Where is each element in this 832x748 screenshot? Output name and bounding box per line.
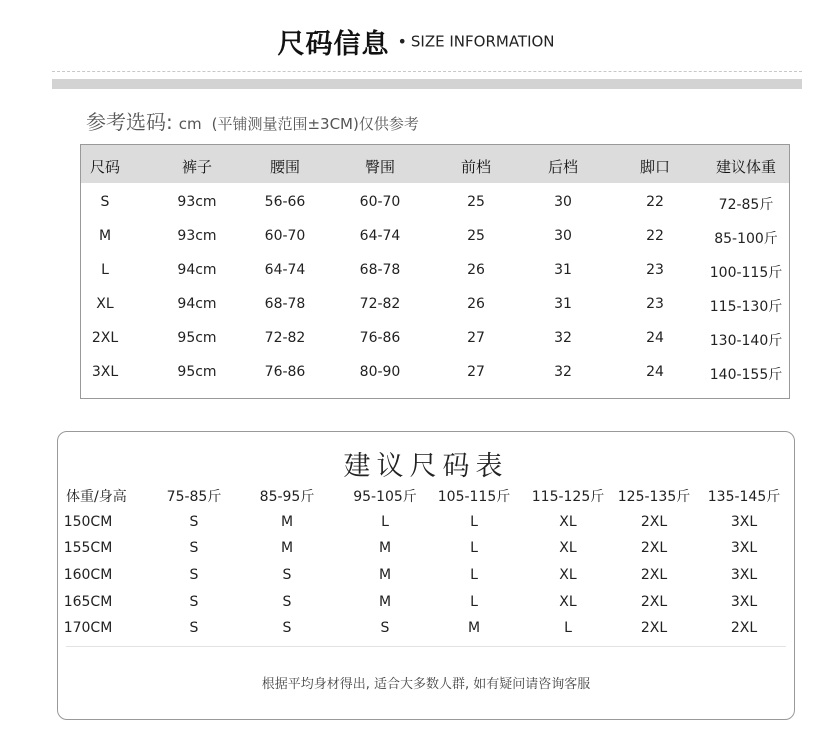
recommend-cell: 2XL [640, 594, 668, 610]
size-col-header: 前档 [460, 158, 492, 176]
size-cell: 93cm [177, 194, 217, 210]
recommend-cell: 155CM [63, 540, 113, 556]
recommend-col-header: 125-135斤 [617, 489, 691, 505]
size-cell: 95cm [177, 330, 217, 346]
size-cell: 24 [646, 330, 664, 346]
recommend-cell: 3XL [730, 567, 758, 583]
size-cell: XL [96, 296, 114, 312]
recommend-cell: XL [559, 540, 577, 556]
reference-note: (平铺测量范围±3CM)仅供参考 [211, 115, 419, 133]
size-cell: 26 [467, 262, 485, 278]
size-cell: 93cm [177, 228, 217, 244]
reference-unit: cm [178, 115, 202, 133]
size-cell: 72-82 [359, 296, 401, 312]
recommend-cell: 2XL [730, 620, 758, 636]
size-cell: 25 [467, 194, 485, 210]
size-cell: 100-115斤 [709, 265, 783, 281]
size-cell: 130-140斤 [709, 333, 783, 349]
size-cell: 140-155斤 [709, 367, 783, 383]
recommend-table-header [58, 484, 794, 510]
recommend-cell: 3XL [730, 514, 758, 530]
size-cell: 72-82 [264, 330, 306, 346]
reference-line [86, 106, 419, 135]
recommend-table [57, 431, 795, 720]
recommend-cell: M [378, 540, 392, 556]
recommend-cell: L [470, 540, 478, 556]
recommend-cell: M [378, 567, 392, 583]
recommend-cell: 3XL [730, 540, 758, 556]
size-col-header: 裤子 [181, 158, 213, 176]
recommend-cell: L [470, 514, 478, 530]
recommend-cell: L [381, 514, 389, 530]
size-cell: 56-66 [264, 194, 306, 210]
size-cell: 22 [646, 194, 664, 210]
size-cell: 23 [646, 296, 664, 312]
size-cell: 31 [554, 296, 572, 312]
size-col-header: 脚口 [639, 158, 671, 176]
size-cell: 23 [646, 262, 664, 278]
size-cell: 22 [646, 228, 664, 244]
size-col-header: 臀围 [364, 158, 396, 176]
recommend-col-header: 85-95斤 [259, 489, 315, 505]
size-cell: 32 [554, 364, 572, 380]
size-cell: 60-70 [359, 194, 401, 210]
recommend-cell: XL [559, 567, 577, 583]
recommend-cell: 160CM [63, 567, 113, 583]
size-cell: 68-78 [359, 262, 401, 278]
recommend-col-header: 115-125斤 [531, 489, 605, 505]
size-cell: 2XL [91, 330, 119, 346]
size-cell: 115-130斤 [709, 299, 783, 315]
recommend-cell: S [282, 620, 292, 636]
recommend-cell: S [282, 567, 292, 583]
recommend-cell: S [189, 540, 199, 556]
size-cell: 94cm [177, 262, 217, 278]
size-cell: 64-74 [359, 228, 401, 244]
recommend-divider [66, 646, 786, 647]
recommend-cell: S [189, 594, 199, 610]
recommend-cell: M [280, 514, 294, 530]
recommend-cell: S [189, 620, 199, 636]
page-header [0, 22, 832, 61]
size-col-header: 尺码 [89, 158, 121, 176]
recommend-cell: S [189, 514, 199, 530]
title-separator-dot: • [397, 32, 407, 51]
reference-label: 参考选码: [86, 110, 173, 134]
size-cell: 27 [467, 364, 485, 380]
size-cell: 27 [467, 330, 485, 346]
recommend-cell: 150CM [63, 514, 113, 530]
size-cell: S [100, 194, 110, 210]
size-cell: 25 [467, 228, 485, 244]
size-table [80, 144, 790, 399]
recommend-cell: 170CM [63, 620, 113, 636]
recommend-col-header: 95-105斤 [353, 489, 417, 505]
size-col-header: 后档 [547, 158, 579, 176]
size-cell: 26 [467, 296, 485, 312]
title-cn: 尺码信息 [277, 29, 390, 60]
size-cell: 24 [646, 364, 664, 380]
recommend-col-header: 75-85斤 [166, 489, 222, 505]
size-cell: 76-86 [359, 330, 401, 346]
grey-band [52, 79, 802, 89]
recommend-footnote: 根据平均身材得出, 适合大多数人群, 如有疑问请咨询客服 [261, 677, 591, 692]
size-cell: 30 [554, 228, 572, 244]
recommend-cell: S [380, 620, 390, 636]
title-en: SIZE INFORMATION [410, 32, 555, 51]
size-cell: M [98, 228, 112, 244]
recommend-cell: XL [559, 514, 577, 530]
recommend-col-header: 105-115斤 [437, 489, 511, 505]
recommend-cell: XL [559, 594, 577, 610]
recommend-cell: L [470, 567, 478, 583]
recommend-cell: 2XL [640, 567, 668, 583]
size-cell: 76-86 [264, 364, 306, 380]
size-cell: 3XL [91, 364, 119, 380]
recommend-cell: L [564, 620, 572, 636]
recommend-col-header: 体重/身高 [66, 489, 127, 505]
recommend-cell: 3XL [730, 594, 758, 610]
recommend-cell: L [470, 594, 478, 610]
recommend-title: 建议尺码表 [343, 451, 509, 482]
dashed-divider [52, 71, 802, 72]
recommend-cell: 2XL [640, 540, 668, 556]
size-cell: 72-85斤 [718, 197, 774, 213]
recommend-cell: 2XL [640, 514, 668, 530]
recommend-cell: S [282, 594, 292, 610]
recommend-cell: M [280, 540, 294, 556]
size-cell: 80-90 [359, 364, 401, 380]
size-cell: 95cm [177, 364, 217, 380]
size-col-header: 建议体重 [715, 158, 777, 176]
size-cell: L [101, 262, 109, 278]
size-cell: 32 [554, 330, 572, 346]
size-cell: 31 [554, 262, 572, 278]
size-col-header: 腰围 [269, 158, 301, 176]
recommend-cell: 165CM [63, 594, 113, 610]
recommend-cell: M [467, 620, 481, 636]
recommend-cell: 2XL [640, 620, 668, 636]
size-cell: 60-70 [264, 228, 306, 244]
size-table-header [81, 145, 789, 183]
recommend-cell: S [189, 567, 199, 583]
size-cell: 94cm [177, 296, 217, 312]
size-cell: 85-100斤 [714, 231, 778, 247]
size-cell: 64-74 [264, 262, 306, 278]
size-cell: 30 [554, 194, 572, 210]
recommend-cell: M [378, 594, 392, 610]
recommend-col-header: 135-145斤 [707, 489, 781, 505]
size-cell: 68-78 [264, 296, 306, 312]
